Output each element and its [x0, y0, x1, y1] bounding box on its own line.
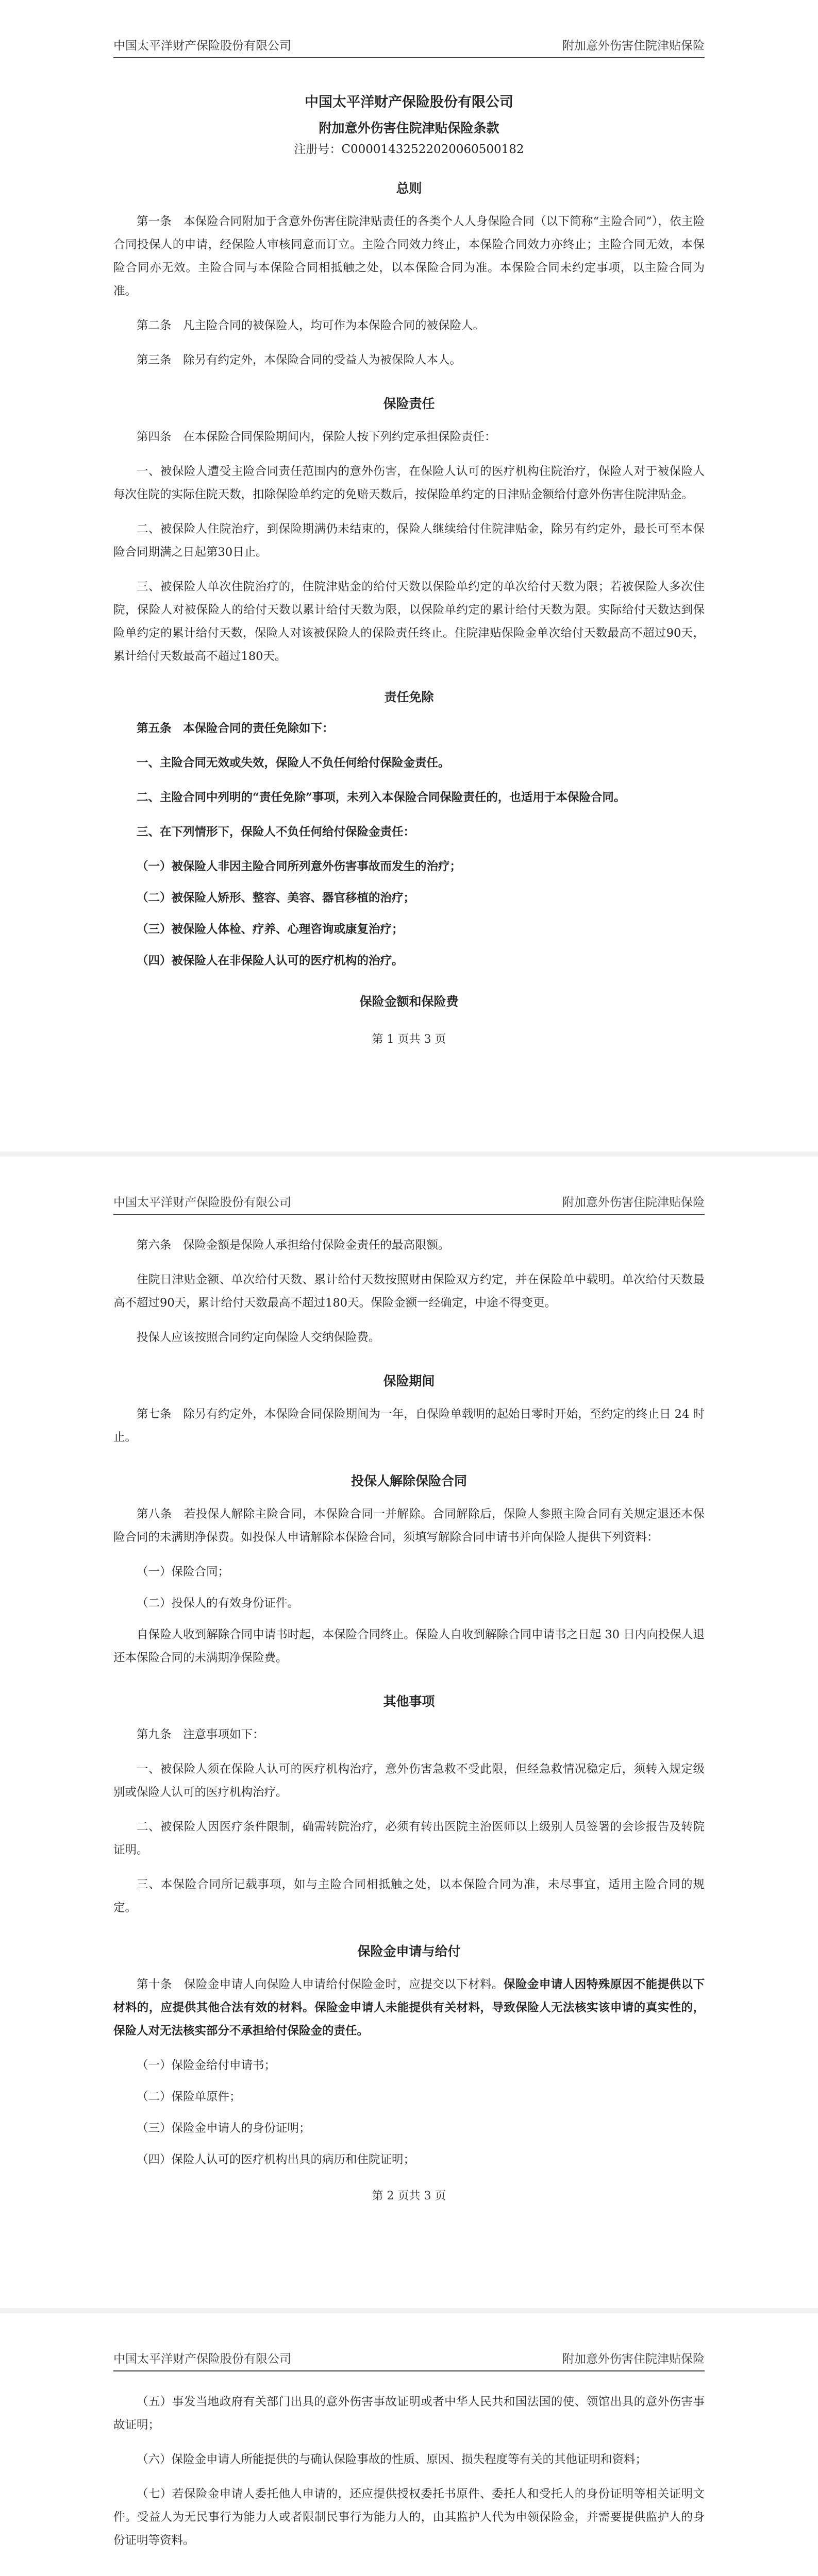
- cancel-doc-2: （二）投保人的有效身份证件。: [137, 1597, 299, 1610]
- article-1: 第一条 本保险合同附加于含意外伤害住院津贴责任的各类个人人身保险合同（以下简称“主险合同”），依主险合同投保人的申请，经保险人审核同意而订立。主险合同效力终止，本保险合同效力亦终止；主险合同无效，本保险合同亦无效。主险合同与本保险合同相抵触之处，以本保险合同为准。本保险合同未约定事项，以主险合同为准。: [113, 215, 705, 298]
- exclusion-item-3: 三、在下列情形下，保险人不负任何给付保险金责任：: [137, 825, 415, 839]
- liability-item-2: 二、被保险人住院治疗，到保险期满仍未结束的，保险人继续给付住院津贴金，除另有约定外，最长可至本保险合同期满之日起第30日止。: [113, 522, 705, 559]
- section-heading-general: 总则: [396, 181, 422, 196]
- article-6: 第六条 保险金额是保险人承担给付保险金责任的最高限额。: [137, 1239, 450, 1252]
- exclusion-item-1: 一、主险合同无效或失效，保险人不负任何给付保险金责任。: [137, 756, 450, 770]
- page-content: [113, 77, 705, 1022]
- clause-title: 附加意外伤害住院津贴保险条款: [319, 121, 499, 135]
- claim-doc-2: （二）保险单原件；: [137, 2090, 241, 2104]
- page-header: [113, 1193, 705, 1215]
- section-heading-other: 其他事项: [383, 1694, 435, 1709]
- header-product: 附加意外伤害住院津贴保险: [562, 1196, 705, 1209]
- article-3: 第三条 除另有约定外，本保险合同的受益人为被保险人本人。: [137, 353, 462, 367]
- article-10-intro: 第十条 保险金申请人向保险人申请给付保险金时，应提交以下材料。: [137, 1978, 504, 1991]
- company-title: 中国太平洋财产保险股份有限公司: [305, 94, 513, 110]
- claim-doc-6: （六）保险金申请人所能提供的与确认保险事故的性质、原因、损失程度等有关的其他证明和资料；: [137, 2453, 647, 2466]
- liability-item-3: 三、被保险人单次住院治疗的，住院津贴金的给付天数以保险单约定的单次给付天数为限；若被保险人多次住院，保险人对被保险人的给付天数以累计给付天数为限，以保险单约定的累计给付天数为限。实际给付天数达到保险单约定的累计给付天数，保险人对该被保险人的保险责任终止。住院津贴保险金单次给付天数最高不超过90天，累计给付天数最高不超过180天。: [113, 580, 705, 663]
- exclusion-subitem-3: （三）被保险人体检、疗养、心理咨询或康复治疗；: [137, 923, 404, 936]
- article-2: 第二条 凡主险合同的被保险人，均可作为本保险合同的被保险人。: [137, 319, 485, 332]
- exclusion-item-2: 二、主险合同中列明的“责任免除”事项，未列入本保险合同保险责任的，也适用于本保险合同。: [137, 791, 626, 804]
- article-5: 第五条 本保险合同的责任免除如下：: [137, 722, 334, 735]
- document-page-1: [0, 0, 818, 1151]
- article-9: 第九条 注意事项如下：: [137, 1728, 264, 1741]
- header-product: 附加意外伤害住院津贴保险: [562, 39, 705, 53]
- amount-paragraph: 住院日津贴金额、单次给付天数、累计给付天数按照财由保险双方约定，并在保险单中载明。单次给付天数最高不超过90天，累计给付天数最高不超过180天。保险金额一经确定，中途不得变更。: [113, 1273, 705, 1310]
- page-header: [113, 36, 705, 58]
- article-8: 第八条 若投保人解除主险合同，本保险合同一并解除。合同解除后，保险人参照主险合同有关规定退还本保险合同的未满期净保费。如投保人申请解除本保险合同，须填写解除合同申请书并向保险人提供下列资料：: [113, 1507, 705, 1544]
- page-footer: 第 1 页共 3 页: [372, 1033, 446, 1046]
- header-company: 中国太平洋财产保险股份有限公司: [113, 39, 291, 53]
- article-10: [113, 1973, 705, 2043]
- claim-doc-5: （五）事发当地政府有关部门出具的意外伤害事故证明或者中华人民共和国法国的使、领馆出具的意外伤害事故证明；: [113, 2395, 705, 2432]
- exclusion-subitem-2: （二）被保险人矫形、整容、美容、器官移植的治疗；: [137, 891, 415, 905]
- exclusion-subitem-4: （四）被保险人在非保险人认可的医疗机构的治疗。: [137, 954, 404, 968]
- article-7: 第七条 除另有约定外，本保险合同保险期间为一年，自保险单载明的起始日零时开始，至约定的终止日 24 时止。: [113, 1408, 705, 1444]
- document-page-2: [0, 1157, 818, 2308]
- note-item-2: 二、被保险人因医疗条件限制，确需转院治疗，必须有转出医院主治医师以上级别人员签署的会诊报告及转院证明。: [113, 1820, 705, 1857]
- article-10-bold: 保险金申请人因特殊原因不能提供以下材料的，应提供其他合法有效的材料。保险金申请人未能提供有关材料，导致保险人无法核实该申请的真实性的，保险人对无法核实部分不承担给付保险金的责任。: [113, 1978, 705, 2038]
- claim-doc-7: （七）若保险金申请人委托他人申请的，还应提供授权委托书原件、委托人和受托人的身份证明等相关证明文件。受益人为无民事行为能力人或者限制民事行为能力人的，由其监护人代为申领保险金，并需要提供监护人的身份证明等资料。: [113, 2487, 705, 2547]
- section-heading-claim: 保险金申请与给付: [357, 1944, 461, 1959]
- section-heading-cancel: 投保人解除保险合同: [350, 1473, 467, 1488]
- exclusion-subitem-1: （一）被保险人非因主险合同所列意外伤害事故而发生的治疗；: [137, 860, 462, 873]
- section-heading-definitions: [113, 2574, 705, 2576]
- article-4: 第四条 在本保险合同保险期间内，保险人按下列约定承担保险责任：: [137, 430, 496, 444]
- premium-paragraph: 投保人应该按照合同约定向保险人交纳保险费。: [137, 1331, 380, 1344]
- section-heading-period: 保险期间: [383, 1374, 435, 1388]
- document-page-3: [0, 2313, 818, 2576]
- cancel-doc-1: （一）保险合同；: [137, 1565, 230, 1579]
- page-content: [113, 1234, 705, 2180]
- note-item-3: 三、本保险合同所记载事项，如与主险合同相抵触之处，以本保险合同为准，未尽事宜，适用主险合同的规定。: [113, 1878, 705, 1914]
- section-heading-liability: 保险责任: [383, 396, 435, 411]
- page-content: [113, 2391, 705, 2576]
- header-company: 中国太平洋财产保险股份有限公司: [113, 2352, 291, 2366]
- page-header: [113, 2349, 705, 2371]
- page-footer: 第 2 页共 3 页: [372, 2190, 446, 2202]
- subsection-heading-exclusion: 责任免除: [384, 689, 434, 704]
- cancel-paragraph: 自保险人收到解除合同申请书时起，本保险合同终止。保险人自收到解除合同申请书之日起 30 日内向投保人退还本保险合同的未满期净保险费。: [113, 1628, 705, 1665]
- liability-item-1: 一、被保险人遭受主险合同责任范围内的意外伤害，在保险人认可的医疗机构住院治疗，保险人对于被保险人每次住院的实际住院天数，扣除保险单约定的免赔天数后，按保险单约定的日津贴金额给付意外伤害住院津贴金。: [113, 465, 705, 501]
- claim-doc-1: （一）保险金给付申请书；: [137, 2059, 276, 2072]
- registration-number: 注册号：C00001432522020060500182: [294, 143, 524, 156]
- claim-doc-4: （四）保险人认可的医疗机构出具的病历和住院证明；: [137, 2153, 415, 2166]
- claim-doc-3: （三）保险金申请人的身份证明；: [137, 2122, 311, 2135]
- header-company: 中国太平洋财产保险股份有限公司: [113, 1196, 291, 1209]
- note-item-1: 一、被保险人须在保险人认可的医疗机构治疗，意外伤害急救不受此限，但经急救情况稳定后，须转入规定级别或保险人认可的医疗机构治疗。: [113, 1762, 705, 1799]
- subsection-heading-amount: 保险金额和保险费: [359, 994, 459, 1009]
- header-product: 附加意外伤害住院津贴保险: [562, 2352, 705, 2366]
